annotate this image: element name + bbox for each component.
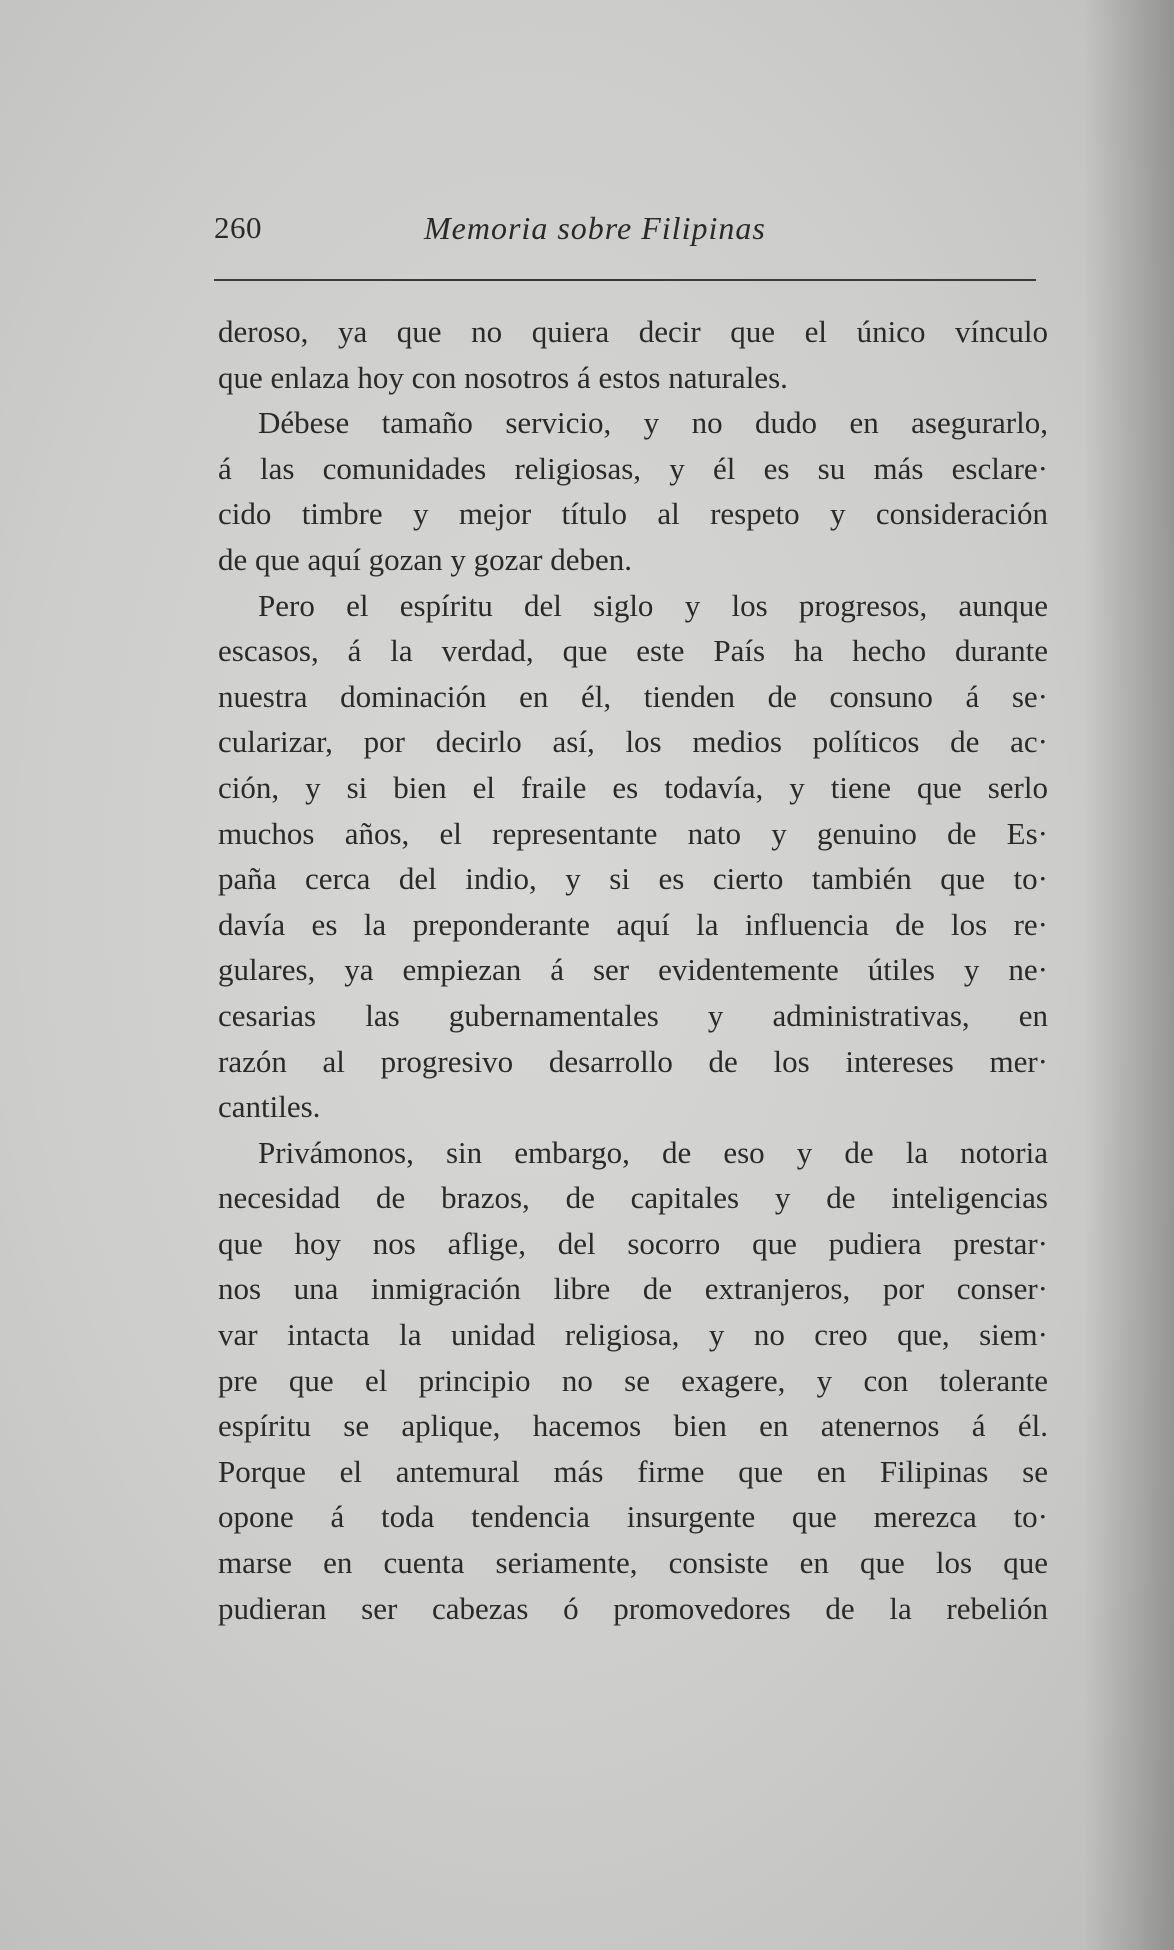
text-line: Pero el espíritu del siglo y los progresos, aunque xyxy=(258,587,1048,623)
text-line: que enlaza hoy con nosotros á estos naturales. xyxy=(218,359,788,395)
running-title: Memoria sobre Filipinas xyxy=(424,210,766,246)
text-line: paña cerca del indio, y si es cierto también que to· xyxy=(218,861,1048,897)
text-line: Porque el antemural más firme que en Filipinas se xyxy=(218,1453,1048,1489)
text-line: escasos, á la verdad, que este País ha hecho durante xyxy=(218,633,1048,669)
page-header xyxy=(214,210,1036,260)
text-line: davía es la preponderante aquí la influencia de los re· xyxy=(218,906,1048,942)
text-line: pre que el principio no se exagere, y con tolerante xyxy=(218,1362,1048,1398)
text-line: razón al progresivo desarrollo de los intereses mer· xyxy=(218,1043,1048,1079)
text-line: muchos años, el representante nato y genuino de Es· xyxy=(218,815,1048,851)
text-line: cesarias las gubernamentales y administrativas, en xyxy=(218,997,1048,1033)
text-line: ción, y si bien el fraile es todavía, y tiene que serlo xyxy=(218,769,1048,805)
text-line: cido timbre y mejor título al respeto y consideración xyxy=(218,496,1048,532)
header-rule xyxy=(214,279,1036,281)
text-line: pudieran ser cabezas ó promovedores de la rebelión xyxy=(218,1590,1048,1626)
text-line: Débese tamaño servicio, y no dudo en asegurarlo, xyxy=(258,405,1048,441)
text-line: opone á toda tendencia insurgente que merezca to· xyxy=(218,1499,1048,1535)
text-line: nuestra dominación en él, tienden de consuno á se· xyxy=(218,678,1048,714)
text-line: á las comunidades religiosas, y él es su más esclare· xyxy=(218,450,1048,486)
text-line: marse en cuenta seriamente, consiste en que los que xyxy=(218,1545,1048,1581)
text-line: de que aquí gozan y gozar deben. xyxy=(218,541,633,577)
text-line: que hoy nos aflige, del socorro que pudiera prestar· xyxy=(218,1225,1048,1261)
text-line: Privámonos, sin embargo, de eso y de la notoria xyxy=(258,1134,1048,1170)
body-text xyxy=(218,309,1048,1631)
text-line: gulares, ya empiezan á ser evidentemente útiles y ne· xyxy=(218,952,1048,988)
text-line: cantiles. xyxy=(218,1089,321,1125)
text-line: cularizar, por decirlo así, los medios políticos de ac· xyxy=(218,724,1048,760)
text-line: deroso, ya que no quiera decir que el único vínculo xyxy=(218,314,1048,349)
page-number: 260 xyxy=(214,210,262,245)
text-line: var intacta la unidad religiosa, y no creo que, siem· xyxy=(218,1317,1048,1353)
text-line: nos una inmigración libre de extranjeros, por conser· xyxy=(218,1271,1048,1307)
text-line: espíritu se aplique, hacemos bien en atenernos á él. xyxy=(218,1408,1048,1444)
text-line: necesidad de brazos, de capitales y de inteligencias xyxy=(218,1180,1048,1216)
